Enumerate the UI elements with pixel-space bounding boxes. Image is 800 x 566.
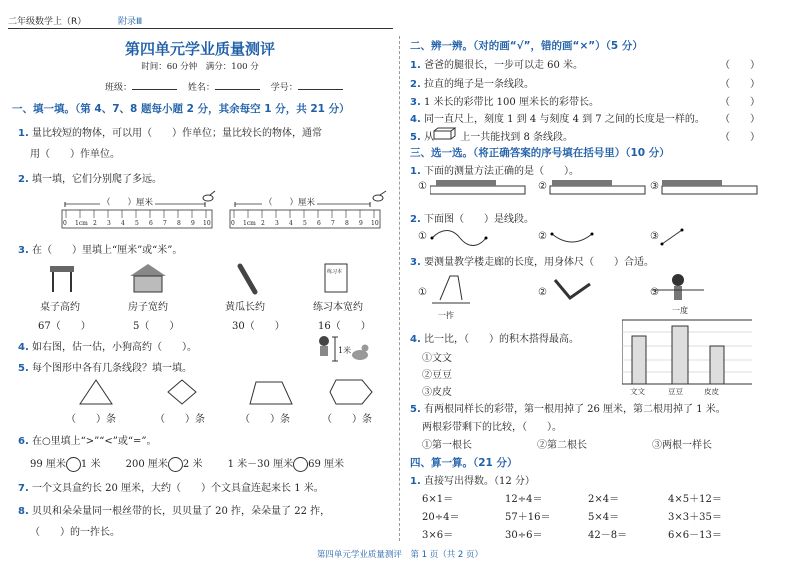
hand-span-label: 一拃 (438, 311, 454, 320)
q1-8: 8. 贝贝和朵朵量同一根丝带的长，贝贝量了 20 拃，朵朵量了 22 拃， (18, 506, 331, 517)
s3-q5-opt-3: ③两根一样长 (652, 440, 712, 451)
s2-item-1: 1. 爸爸的腿很长，一步可以走 60 米。 (410, 60, 584, 71)
s4-q1: 1. 直接写出得数。（12 分） (410, 476, 535, 487)
line-figures (430, 228, 690, 248)
measure-option-2 (550, 180, 645, 194)
blocks-figure (622, 318, 752, 386)
q5-ans-1[interactable]: （ ）条 (66, 414, 116, 425)
calc-r2-c4: 3×3＋35＝ (668, 512, 722, 523)
wavy-line (432, 231, 486, 246)
s2-item-5: 5. 从 上一共能找到 8 条线段。 (410, 132, 574, 143)
measure-option-1 (430, 180, 525, 194)
q3-item-3: 黄瓜长约 (225, 302, 265, 313)
s2-paren-3[interactable]: （ ） (720, 97, 760, 108)
calc-r3-c3: 42－8＝ (588, 530, 628, 541)
ruler-2-label: （ ）厘米 (264, 198, 316, 208)
s2-item-2: 2. 拉直的绳子是一条线段。 (410, 79, 534, 90)
s2-paren-1[interactable]: （ ） (720, 60, 760, 71)
block-name-1: 文文 (630, 387, 645, 396)
q1-8b: （ ）的一拃长。 (30, 527, 120, 538)
q4-height-label: 1米 (338, 346, 352, 355)
hexagon-shape (330, 380, 372, 404)
q6-row: 99 厘米 1 米 200 厘米 2 米 1 米－30 厘米 69 厘米 (30, 459, 344, 470)
header-grade: 二年级数学上（R） (8, 17, 87, 27)
section-1-heading: 一、填一填。（第 4、7、8 题每小题 2 分，其余每空 1 分，共 21 分） (12, 103, 350, 115)
s3-q1-mark-3: ③ (650, 181, 659, 192)
compare-circle-3[interactable] (293, 457, 308, 472)
s3-q1: 1. 下面的测量方法正确的是（ ）。 (410, 166, 579, 177)
ruler-ticks (66, 210, 374, 218)
q3-value-3[interactable]: 30（ ） (232, 321, 285, 332)
dog-icon (352, 345, 369, 361)
notebook-label: 练习本 (327, 269, 343, 275)
ant-icon (373, 191, 386, 201)
measure-option-3 (662, 180, 757, 194)
q3-value-1[interactable]: 67（ ） (38, 321, 91, 332)
q5-shapes (60, 378, 380, 406)
ruler-1-label: （ ）厘米 (102, 198, 154, 208)
q1-4: 4. 如右图，估一估，小狗高约（ ）。 (18, 342, 197, 353)
calc-r3-c4: 6×6－13＝ (668, 530, 722, 541)
block-stack-1 (632, 336, 646, 384)
s2-item-3: 3. 1 米长的彩带比 100 厘米长的彩带长。 (410, 97, 599, 108)
s3-q5-opt-1: ①第一根长 (422, 440, 472, 451)
s2-paren-5[interactable]: （ ） (720, 132, 760, 143)
calc-r3-c1: 3×6＝ (422, 530, 454, 541)
s3-q5-opt-2: ②第二根长 (537, 440, 587, 451)
arm-span-icon (652, 274, 704, 300)
calc-r1-c2: 12÷4＝ (505, 494, 543, 505)
q5-ans-2[interactable]: （ ）条 (155, 414, 205, 425)
s3-q3-mark-3: ③ (650, 287, 659, 298)
step-icon (555, 280, 590, 298)
s3-q4-opt-1: ①文文 (422, 353, 452, 364)
s3-q2-mark-1: ① (418, 231, 427, 242)
q1-7: 7. 一个文具盒约长 20 厘米，大约（ ）个文具盒连起来长 1 米。 (18, 483, 324, 494)
q3-item-2: 房子宽约 (128, 302, 168, 313)
arm-span-label: 一度 (672, 306, 688, 315)
s3-q2: 2. 下面图（ ）是线段。 (410, 214, 534, 225)
bug-icon (203, 191, 215, 201)
q3-value-2[interactable]: 5（ ） (133, 321, 180, 332)
s3-q1-mark-1: ① (418, 181, 427, 192)
section-4-heading: 四、算一算。（21 分） (410, 457, 518, 469)
calc-r1-c3: 2×4＝ (588, 494, 620, 505)
block-name-2: 豆豆 (668, 387, 683, 396)
triangle-shape (80, 380, 112, 404)
s2-item-4: 4. 同一直尺上，刻度 1 到 4 与刻度 4 到 7 之间的长度是一样的。 (410, 114, 705, 125)
s3-q3: 3. 要测量教学楼走廊的长度，用身体尺（ ）合适。 (410, 257, 654, 268)
q1-1b: 用（ ）作单位。 (30, 149, 120, 160)
curve-line (552, 234, 592, 242)
calc-r3-c2: 30÷6＝ (505, 530, 543, 541)
block-stack-3 (710, 346, 724, 384)
s3-q3-mark-2: ② (538, 287, 547, 298)
section-2-heading: 二、辨一辨。（对的画“√”，错的画“×”）（5 分） (410, 40, 643, 52)
q5-ans-3[interactable]: （ ）条 (240, 414, 290, 425)
calc-r1-c1: 6×1＝ (422, 494, 454, 505)
section-3-heading: 三、选一选。（将正确答案的序号填在括号里）（10 分） (410, 147, 670, 159)
compare-circle-1[interactable] (66, 457, 81, 472)
s3-q3-mark-1: ① (418, 287, 427, 298)
page-footer: 第四单元学业质量测评 第 1 页（共 2 页） (316, 550, 484, 560)
column-divider (399, 36, 400, 541)
desk-icon (50, 266, 74, 292)
s3-q1-mark-2: ② (538, 181, 547, 192)
header-appendix: 附录Ⅲ (118, 17, 143, 27)
block-name-3: 皮皮 (704, 387, 719, 396)
segment-line (662, 230, 682, 244)
measure-figures (430, 178, 770, 196)
s3-q5: 5. 有两根同样长的彩带，第一根用掉了 26 厘米，第二根用掉了 1 米。 (410, 404, 726, 415)
calc-r2-c1: 20÷4＝ (422, 512, 460, 523)
s2-paren-2[interactable]: （ ） (720, 79, 760, 90)
cucumber-icon (240, 266, 255, 292)
q1-1: 1. 量比较短的物体，可以用（ ）作单位；量比较长的物体，通常 (18, 128, 322, 139)
q5-ans-4[interactable]: （ ）条 (322, 414, 372, 425)
s3-q4: 4. 比一比，（ ）的积木搭得最高。 (410, 334, 579, 345)
q3-value-4[interactable]: 16（ ） (318, 321, 371, 332)
q1-2: 2. 填一填，它们分别爬了多远。 (18, 174, 162, 185)
cuboid-icon (433, 127, 457, 140)
info-row: 班级： 姓名： 学号： (105, 80, 343, 93)
s3-q2-mark-2: ② (538, 231, 547, 242)
q3-item-1: 桌子高约 (40, 302, 80, 313)
body-ruler-figures (430, 270, 760, 310)
s2-paren-4[interactable]: （ ） (720, 114, 760, 125)
house-icon (130, 264, 166, 292)
header-rule (8, 28, 393, 29)
s3-q4-opt-3: ③皮皮 (422, 387, 452, 398)
q1-6: 6. 在○里填上“>”“<”或“=”。 (18, 436, 157, 447)
page-meta: 时间：60 分钟 满分：100 分 (141, 62, 259, 72)
calc-r2-c3: 5×4＝ (588, 512, 620, 523)
compare-circle-2[interactable] (168, 457, 183, 472)
page-title: 第四单元学业质量测评 (124, 40, 275, 58)
s3-q2-mark-3: ③ (650, 231, 659, 242)
q1-5: 5. 每个图形中各有几条线段？填一填。 (18, 363, 192, 374)
q3-objects (40, 262, 370, 296)
q1-3: 3. 在（ ）里填上“厘米”或“米”。 (18, 245, 183, 256)
rhombus-shape (168, 380, 196, 404)
calc-r2-c2: 57＋16＝ (505, 512, 551, 523)
block-stack-2 (672, 326, 688, 384)
calc-r1-c4: 4×5＋12＝ (668, 494, 722, 505)
q3-item-4: 练习本宽约 (313, 302, 363, 313)
s3-q4-opt-2: ②豆豆 (422, 370, 452, 381)
trapezoid-shape (250, 382, 292, 404)
s3-q5b: 两根彩带剩下的比较，（ ）。 (422, 422, 562, 433)
hand-span-icon (432, 276, 470, 303)
